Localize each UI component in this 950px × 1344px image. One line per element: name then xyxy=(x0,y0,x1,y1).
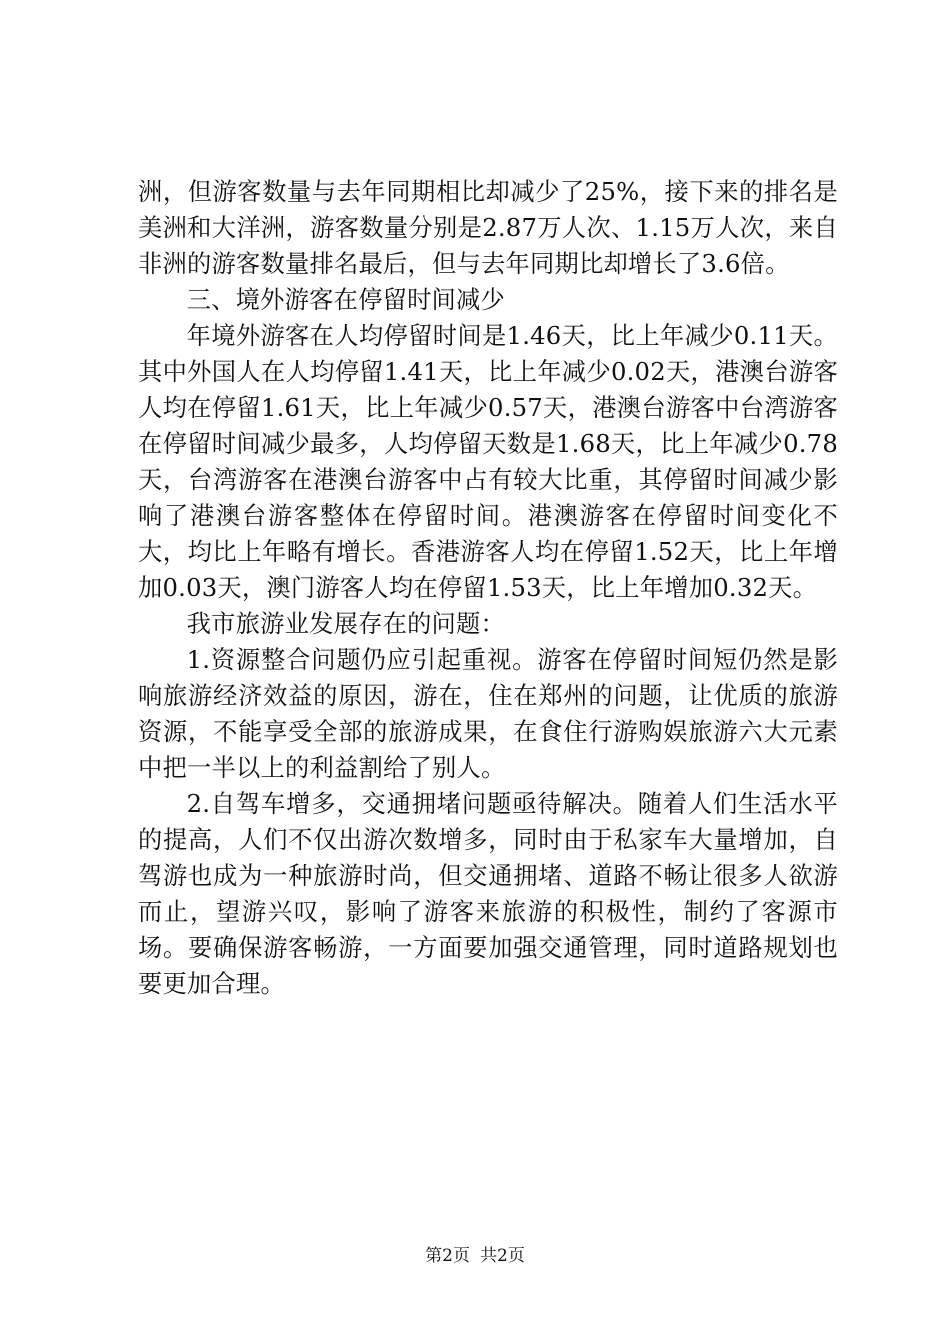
paragraph-continuation: 洲，但游客数量与去年同期相比却减少了25%，接下来的排名是美洲和大洋洲，游客数量分别是2.87万人次、1.15万人次，来自非洲的游客数量排名最后，但与去年同期比却增长了3.6倍。 xyxy=(138,177,838,278)
page-total: 共2页 xyxy=(480,1246,525,1266)
page-footer xyxy=(0,1244,950,1268)
document-body xyxy=(138,174,838,1002)
section-heading: 三、境外游客在停留时间减少 xyxy=(186,285,506,314)
paragraph-problem-2: 2.自驾车增多，交通拥堵问题亟待解决。随着人们生活水平的提高，人们不仅出游次数增多，同时由于私家车大量增加，自驾游也成为一种旅游时尚，但交通拥堵、道路不畅让很多人欲游而止，望游兴叹，影响了游客来旅游的积极性，制约了客源市场。要确保游客畅游，一方面要加强交通管理，同时道路规划也要更加合理。 xyxy=(138,789,838,998)
page-number: 第2页 xyxy=(425,1246,470,1266)
paragraph-problem-1: 1.资源整合问题仍应引起重视。游客在停留时间短仍然是影响旅游经济效益的原因，游在，住在郑州的问题，让优质的旅游资源，不能享受全部的旅游成果，在食住行游购娱旅游六大元素中把一半以上的利益割给了别人。 xyxy=(138,645,838,782)
paragraph-problems-intro: 我市旅游业发展存在的问题： xyxy=(186,609,506,638)
paragraph-stay-duration: 年境外游客在人均停留时间是1.46天，比上年减少0.11天。其中外国人在人均停留1.41天，比上年减少0.02天，港澳台游客人均在停留1.61天，比上年减少0.57天，港澳台游客中台湾游客在停留时间减少最多，人均停留天数是1.68天，比上年减少0.78天，台湾游客在港澳台游客中占有较大比重，其停留时间减少影响了港澳台游客整体在停留时间。港澳游客在停留时间变化不大，均比上年略有增长。香港游客人均在停留1.52天，比上年增加0.03天，澳门游客人均在停留1.53天，比上年增加0.32天。 xyxy=(138,321,838,602)
